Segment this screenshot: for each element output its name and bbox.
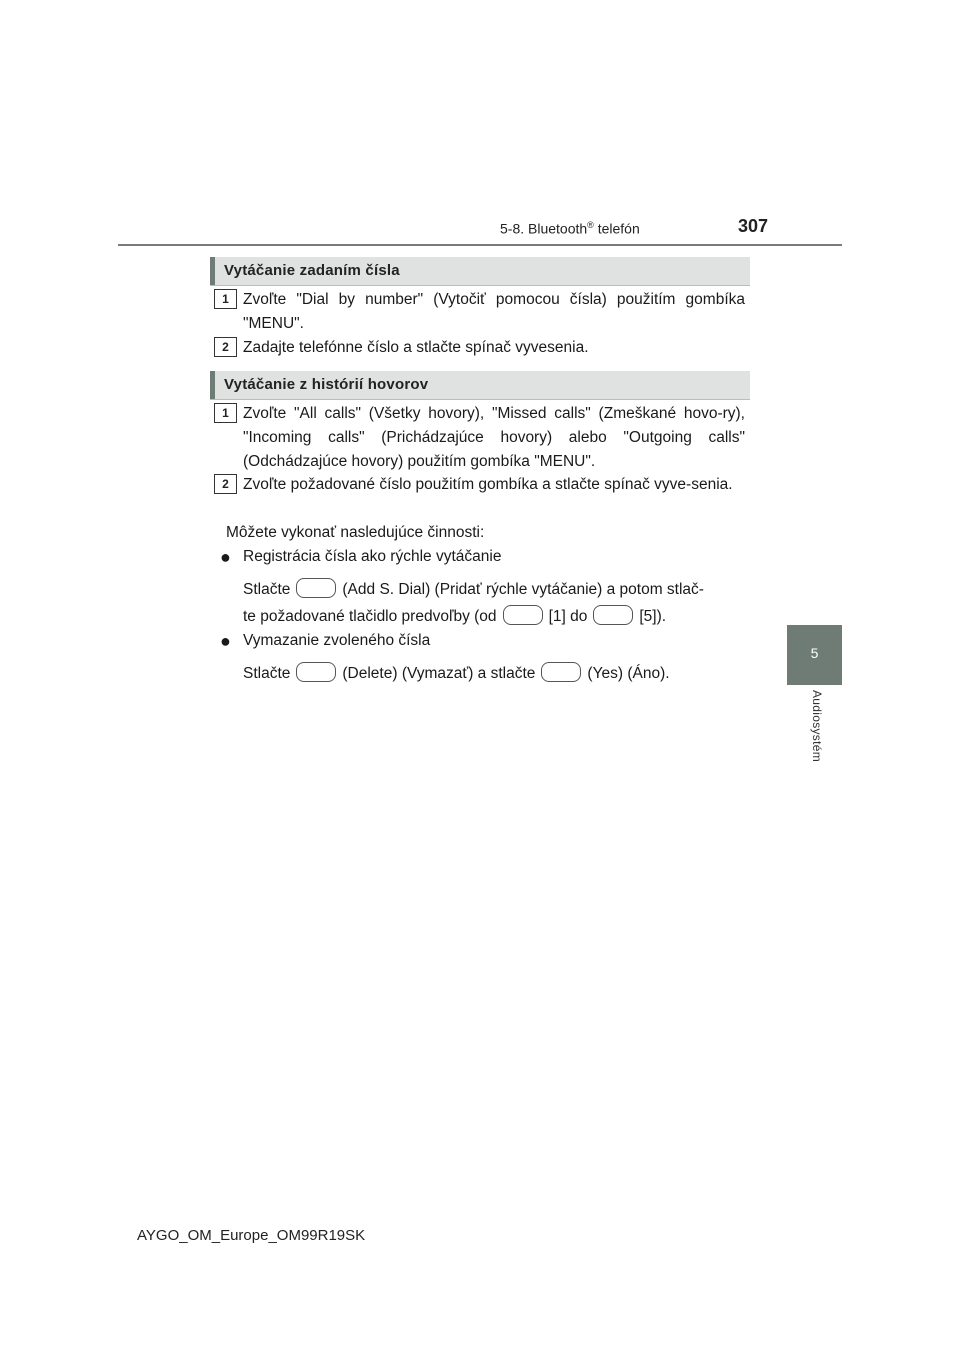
step-text: Zadajte telefónne číslo a stlačte spínač vyvesenia.	[243, 339, 589, 356]
notes-intro: Môžete vykonať nasledujúce činnosti:	[226, 524, 485, 541]
section-heading-call-history	[210, 371, 750, 400]
note-title: Vymazanie zvoleného čísla	[243, 632, 431, 649]
chapter-tab-label: Audiosystém	[810, 690, 824, 762]
step-number-box: 2	[214, 337, 237, 357]
section-prefix: 5-8. Bluetooth	[500, 220, 588, 237]
chapter-tab	[787, 625, 842, 685]
note-instruction: te požadované tlačidlo predvoľby (od [1] do [5]).	[243, 605, 666, 629]
step-text: Zvoľte požadované číslo použitím gombíka a stlačte spínač vyve-senia.	[243, 476, 733, 493]
page-number: 307	[738, 216, 769, 236]
preset-button-icon	[503, 605, 543, 625]
section-suffix: telefón	[593, 220, 640, 237]
header-divider	[118, 244, 842, 246]
delete-button-icon	[296, 662, 336, 682]
registered-mark: ®	[587, 220, 594, 230]
bullet-icon: ●	[220, 631, 231, 651]
add-speed-dial-button-icon	[296, 578, 336, 598]
document-code: AYGO_OM_Europe_OM99R19SK	[137, 1227, 366, 1244]
section-heading-text: Vytáčanie zadaním čísla	[224, 262, 400, 279]
note-instruction: Stlačte (Add S. Dial) (Pridať rýchle vytáčanie) a potom stlač-	[243, 578, 704, 602]
note-instruction: Stlačte (Delete) (Vymazať) a stlačte (Yes) (Áno).	[243, 662, 670, 686]
section-heading-text: Vytáčanie z histórií hovorov	[224, 376, 429, 393]
bullet-icon: ●	[220, 547, 231, 567]
section-heading-dial-by-number	[210, 257, 750, 286]
chapter-tab-number: 5	[810, 645, 819, 661]
preset-button-icon	[593, 605, 633, 625]
step-number-box: 2	[214, 474, 237, 494]
step-text: Zvoľte "All calls" (Všetky hovory), "Missed calls" (Zmeškané hovo-ry), "Incoming calls" (Prichádzajúce hovory) alebo "Outgoing calls" (Odchádzajúce hovory) použitím gombíka "MENU".	[243, 405, 745, 470]
header-section-title	[500, 220, 640, 237]
step-number-box: 1	[214, 289, 237, 309]
yes-button-icon	[541, 662, 581, 682]
step-number-box: 1	[214, 403, 237, 423]
step-text: Zvoľte "Dial by number" (Vytočiť pomocou čísla) použitím gombíka "MENU".	[243, 291, 745, 332]
note-title: Registrácia čísla ako rýchle vytáčanie	[243, 548, 502, 565]
